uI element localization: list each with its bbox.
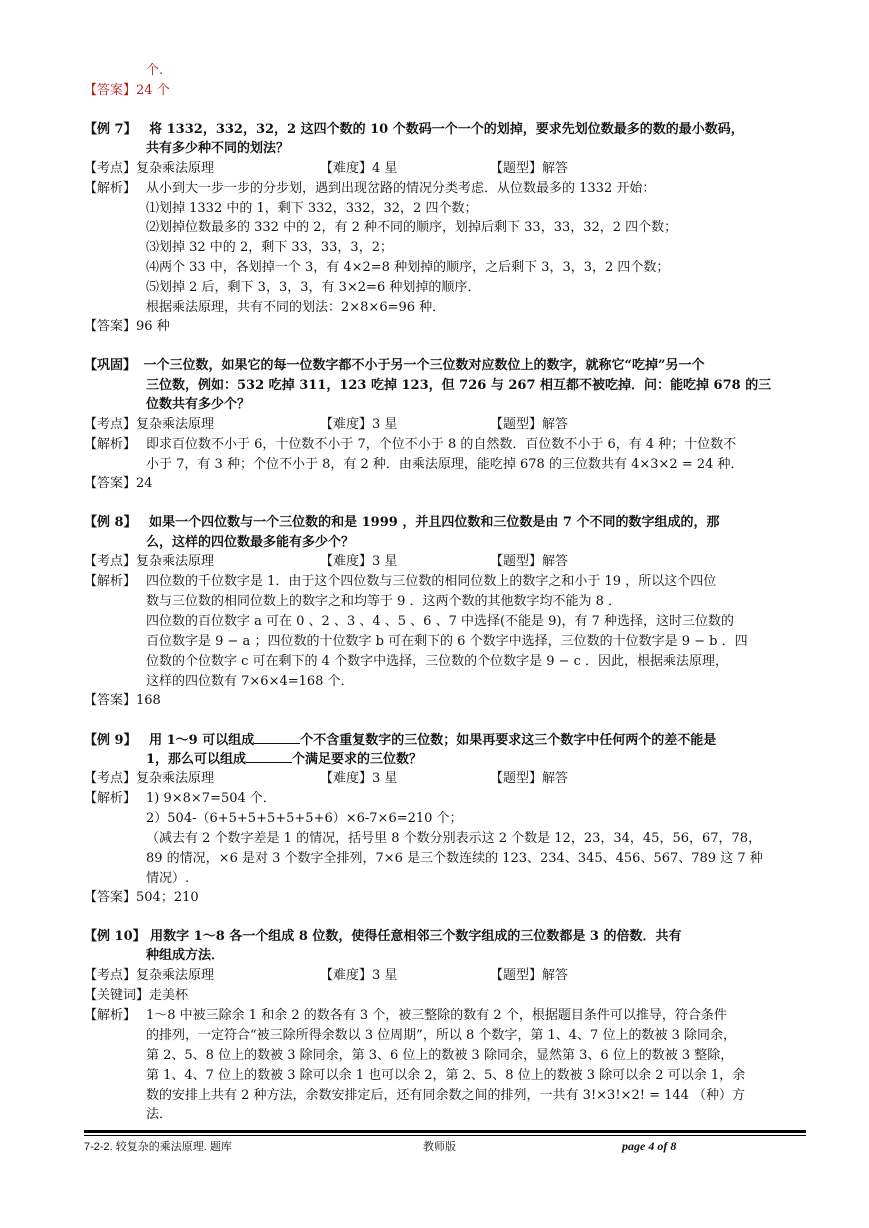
- ex9-jiexi-line: 1) 9×8×7=504 个．: [146, 791, 276, 806]
- ex7-kaodian: 【考点】复杂乘法原理: [84, 161, 215, 176]
- ex9-jiexi-line: 情况）.: [146, 871, 190, 886]
- ex9-title-l1a: 用 1～9 可以组成: [149, 733, 255, 748]
- ex8-nandu: 【难度】3 星: [320, 554, 398, 569]
- gonggu-jiexi-tag: 【解析】: [84, 437, 137, 452]
- footer-rule-thick: [84, 1130, 806, 1133]
- answer-tag: 【答案】: [84, 83, 137, 98]
- ex9-kaodian: 【考点】复杂乘法原理: [84, 771, 215, 786]
- ex10-jiexi-line: 第 2、5、8 位上的数被 3 除同余，第 3、6 位上的数被 3 除同余，显然第 3、6 位上的数被 3 整除，: [146, 1048, 734, 1063]
- ex8-jiexi-line: 这样的四位数有 7×6×4=168 个．: [146, 674, 354, 689]
- answer-value: 504；210: [136, 890, 199, 905]
- ex9-jiexi-line: 89 的情况，×6 是对 3 个数字全排列，7×6 是三个数连续的 123、234、345、456、567、789 这 7 种: [146, 851, 763, 866]
- gonggu-title-l3: 位数共有多少个？: [146, 397, 251, 412]
- ex7-jiexi-line: 从小到大一步一步的分步划，遇到出现岔路的情况分类考虑．从位数最多的 1332 开始：: [146, 181, 656, 196]
- gonggu-jiexi-line: 即求百位数不小于 6，十位数不小于 7，个位不小于 8 的自然数．百位数不小于 6，有 4 种；十位数不: [146, 437, 737, 452]
- ex7-title-l2: 共有多少种不同的划法？: [146, 141, 290, 156]
- ex8-jiexi-line: 数与三位数的相同位数上的数字之和均等于 9 ．这两个数的其他数字均不能为 8 ．: [146, 594, 622, 609]
- ex9-title-l2b: 个满足要求的三位数？: [292, 752, 423, 767]
- ex7-jiexi-line: ⑸划掉 2 后，剩下 3，3，3，有 3×2=6 种划掉的顺序．: [146, 280, 481, 295]
- prev-answer: [84, 82, 170, 100]
- gonggu-tag: 【巩固】: [84, 358, 137, 373]
- ex10-nandu: 【难度】3 星: [320, 968, 398, 983]
- ex9-tixing: 【题型】解答: [490, 771, 569, 786]
- answer-value: 24 个: [136, 83, 170, 98]
- ex7-jiexi-line: ⑶划掉 32 中的 2，剩下 33，33，3，2；: [146, 240, 393, 255]
- footer-edition: 教师版: [423, 1141, 456, 1153]
- ex8-jiexi-line: 百位数字是 9 − a ；四位数的十位数字 b 可在剩下的 6 个数字中选择，三位数的十位数字是 9 − b ．四: [146, 634, 748, 649]
- ex10-jiexi-line: 法．: [146, 1107, 173, 1122]
- ex7-title-l1: 将 1332，332，32，2 这四个数的 10 个数码一个一个的划掉，要求先划位数最多的数的最小数码，: [149, 122, 744, 137]
- ex7-jiexi-tag: 【解析】: [84, 181, 137, 196]
- ex8-title: [84, 514, 719, 532]
- gonggu-title-l2: 三位数，例如：532 吃掉 311，123 吃掉 123，但 726 与 267 相互都不被吃掉．问：能吃掉 678 的三: [146, 378, 772, 393]
- ex10-kaodian: 【考点】复杂乘法原理: [84, 968, 215, 983]
- answer-value: 24: [136, 476, 153, 491]
- ex9-title-l2: [146, 750, 422, 769]
- ex8-title-l1: 如果一个四位数与一个三位数的和是 1999 ，并且四位数和三位数是由 7 个不同的数字组成的，那: [149, 515, 720, 530]
- ex8-jiexi-line: 四位数的千位数字是 1．由于这个四位数与三位数的相同位数上的数字之和小于 19 ，所以这个四位: [146, 574, 717, 589]
- ex8-tag: 【例 8】: [84, 515, 137, 530]
- ex9-jiexi-line: （减去有 2 个数字差是 1 的情况，括号里 8 个数分别表示这 2 个数是 12，23，34，45，56，67，78，: [146, 831, 762, 846]
- prev-tail-text: 个.: [146, 63, 164, 78]
- gonggu-nandu: 【难度】3 星: [320, 417, 398, 432]
- ex10-tixing: 【题型】解答: [490, 968, 569, 983]
- ex10-jiexi-line: 的排列，一定符合“被三除所得余数以 3 位周期”，所以 8 个数字，第 1、4、7 位上的数被 3 除同余，: [146, 1028, 736, 1043]
- fill-blank-2: [246, 750, 292, 763]
- ex9-nandu: 【难度】3 星: [320, 771, 398, 786]
- footer-page-number: page 4 of 8: [622, 1139, 677, 1153]
- ex8-title-l2: 么，这样的四位数最多能有多少个？: [146, 535, 355, 550]
- ex10-jiexi-tag: 【解析】: [84, 1008, 137, 1023]
- ex8-jiexi-tag: 【解析】: [84, 574, 137, 589]
- fill-blank-1: [254, 731, 300, 744]
- ex10-jiexi-line: 第 1、4、7 位上的数被 3 除可以余 1 也可以余 2，第 2、5、8 位上的数被 3 除可以余 2 可以余 1，余: [146, 1068, 746, 1083]
- ex10-jiexi-line: 1～8 中被三除余 1 和余 2 的数各有 3 个，被三整除的数有 2 个，根据题目条件可以推导，符合条件: [146, 1008, 727, 1023]
- gonggu-jiexi-line: 小于 7，有 3 种；个位不小于 8，有 2 种．由乘法原理，能吃掉 678 的三位数共有 4×3×2 = 24 种．: [146, 457, 744, 472]
- ex10-title-l2: 种组成方法．: [146, 948, 225, 963]
- ex7-nandu: 【难度】4 星: [320, 161, 398, 176]
- ex7-tag: 【例 7】: [84, 122, 137, 137]
- ex8-tixing: 【题型】解答: [490, 554, 569, 569]
- ex9-tag: 【例 9】: [84, 733, 137, 748]
- ex7-jiexi-line: ⑷两个 33 中，各划掉一个 3，有 4×2=8 种划掉的顺序，之后剩下 3，3，3，2 四个数；: [146, 260, 670, 275]
- ex9-jiexi-line: 2）504-（6+5+5+5+5+5+6）×6-7×6=210 个；: [146, 811, 463, 826]
- ex7-answer: [84, 318, 170, 336]
- ex8-kaodian: 【考点】复杂乘法原理: [84, 554, 215, 569]
- ex8-jiexi-line: 位数的个位数字 c 可在剩下的 4 个数字中选择，三位数的个位数字是 9 − c ．因此，根据乘法原理，: [146, 654, 729, 669]
- ex10-title-l1: 用数字 1～8 各一个组成 8 位数，使得任意相邻三个数字组成的三位数都是 3 的倍数．共有: [150, 929, 682, 944]
- ex9-title-l2a: 1，那么可以组成: [146, 752, 247, 767]
- ex9-title: [84, 731, 716, 750]
- ex7-jiexi-line: ⑴划掉 1332 中的 1，剩下 332，332，32，2 四个数；: [146, 201, 478, 216]
- gonggu-kaodian: 【考点】复杂乘法原理: [84, 417, 215, 432]
- footer-rule-thin: [84, 1135, 806, 1136]
- answer-value: 96 种: [136, 319, 170, 334]
- ex10-keyword: 【关键词】走美杯: [84, 988, 189, 1003]
- ex9-answer: [84, 889, 199, 907]
- footer-title: 7-2-2. 较复杂的乘法原理. 题库: [84, 1141, 232, 1153]
- gonggu-title: [84, 357, 705, 375]
- answer-value: 168: [136, 693, 161, 708]
- gonggu-answer: [84, 475, 153, 493]
- answer-tag: 【答案】: [84, 319, 137, 334]
- ex7-jiexi-line: 根据乘法原理，共有不同的划法：2×8×6=96 种．: [146, 300, 446, 315]
- answer-tag: 【答案】: [84, 693, 137, 708]
- ex10-title: [84, 928, 682, 946]
- ex7-jiexi-line: ⑵划掉位数最多的 332 中的 2，有 2 种不同的顺序，划掉后剩下 33，33，32，2 四个数；: [146, 220, 678, 235]
- ex9-jiexi-tag: 【解析】: [84, 791, 137, 806]
- ex10-jiexi-line: 数的安排上共有 2 种方法，余数安排定后，还有同余数之间的排列，一共有 3!×3!×2! = 144 （种）方: [146, 1088, 746, 1103]
- ex10-tag: 【例 10】: [84, 929, 146, 944]
- answer-tag: 【答案】: [84, 476, 137, 491]
- ex7-tixing: 【题型】解答: [490, 161, 569, 176]
- ex8-jiexi-line: 四位数的百位数字 a 可在 0 、2 、3 、4 、5 、6 、7 中选择(不能是 9)，有 7 种选择，这时三位数的: [146, 614, 735, 629]
- ex7-title: [84, 121, 744, 139]
- ex8-answer: [84, 692, 161, 710]
- gonggu-title-l1: 一个三位数，如果它的每一位数字都不小于另一个三位数对应数位上的数字，就称它“吃掉”另一个: [143, 358, 705, 373]
- gonggu-tixing: 【题型】解答: [490, 417, 569, 432]
- answer-tag: 【答案】: [84, 890, 137, 905]
- ex9-title-l1b: 个不含重复数字的三位数；如果再要求这三个数字中任何两个的差不能是: [300, 733, 717, 748]
